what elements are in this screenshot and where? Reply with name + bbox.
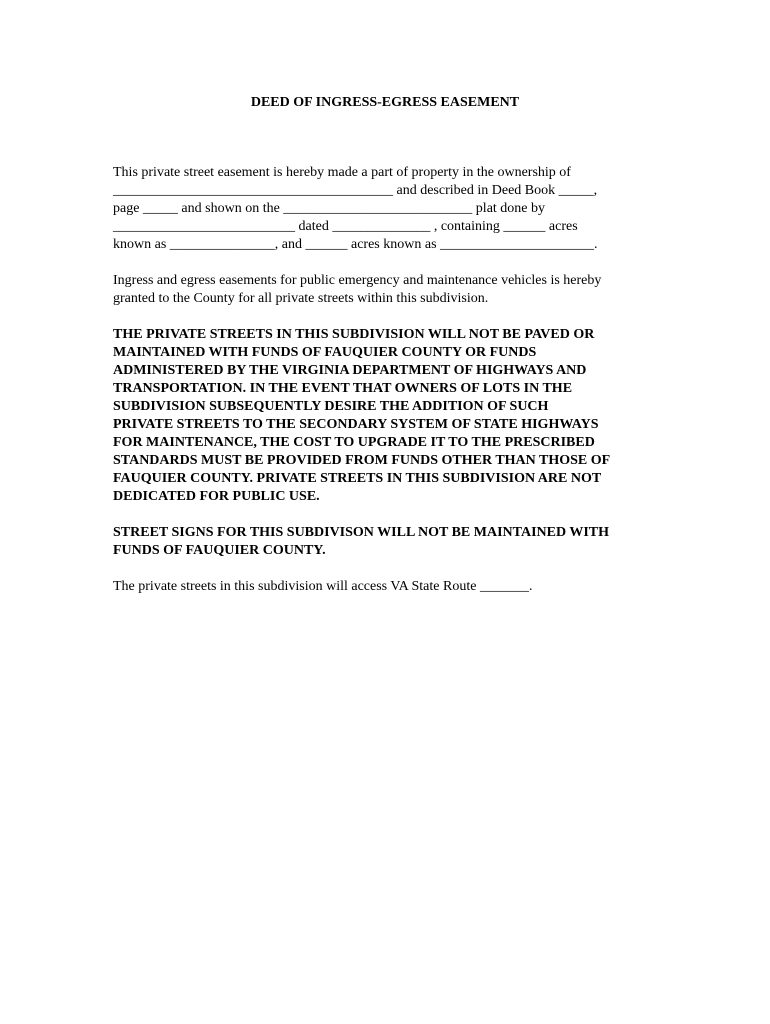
paragraph-line: This private street easement is hereby made a part of property in the ownership of — [113, 165, 571, 180]
paragraph-line: MAINTAINED WITH FUNDS OF FAUQUIER COUNTY OR FUNDS — [113, 345, 537, 360]
easement-grant-paragraph — [113, 272, 673, 308]
paragraph-line: granted to the County for all private streets within this subdivision. — [113, 291, 489, 306]
paragraph-line: STANDARDS MUST BE PROVIDED FROM FUNDS OTHER THAN THOSE OF — [113, 453, 611, 468]
paragraph-line: SUBDIVISION SUBSEQUENTLY DESIRE THE ADDITION OF SUCH — [113, 399, 549, 414]
paragraph-line: TRANSPORTATION. IN THE EVENT THAT OWNERS OF LOTS IN THE — [113, 381, 573, 396]
paragraph-line: STREET SIGNS FOR THIS SUBDIVISON WILL NOT BE MAINTAINED WITH — [113, 525, 609, 540]
paragraph-line: ________________________________________ and described in Deed Book _____, — [113, 183, 598, 198]
paragraph-line: ADMINISTERED BY THE VIRGINIA DEPARTMENT OF HIGHWAYS AND — [113, 363, 587, 378]
paragraph-line: PRIVATE STREETS TO THE SECONDARY SYSTEM OF STATE HIGHWAYS — [113, 417, 599, 432]
paragraph-line: known as _______________, and ______ acres known as ______________________. — [113, 237, 598, 252]
document-body — [113, 164, 673, 596]
paragraph-line: THE PRIVATE STREETS IN THIS SUBDIVISION WILL NOT BE PAVED OR — [113, 327, 595, 342]
paragraph-line: DEDICATED FOR PUBLIC USE. — [113, 489, 320, 504]
paragraph-line: FOR MAINTENANCE, THE COST TO UPGRADE IT TO THE PRESCRIBED — [113, 435, 595, 450]
paragraph-line: The private streets in this subdivision will access VA State Route _______. — [113, 579, 533, 594]
paragraph-line: Ingress and egress easements for public emergency and maintenance vehicles is hereby — [113, 273, 602, 288]
private-streets-notice — [113, 326, 673, 506]
paragraph-line: __________________________ dated ______________ , containing ______ acres — [113, 219, 578, 234]
document-title: DEED OF INGRESS-EGRESS EASEMENT — [250, 95, 520, 110]
paragraph-line: FAUQUIER COUNTY. PRIVATE STREETS IN THIS SUBDIVISION ARE NOT — [113, 471, 602, 486]
street-signs-notice — [113, 524, 673, 560]
state-route-paragraph — [113, 578, 673, 596]
paragraph-line: FUNDS OF FAUQUIER COUNTY. — [113, 543, 326, 558]
paragraph-line: page _____ and shown on the ___________________________ plat done by — [113, 201, 546, 216]
ownership-paragraph — [113, 164, 673, 254]
